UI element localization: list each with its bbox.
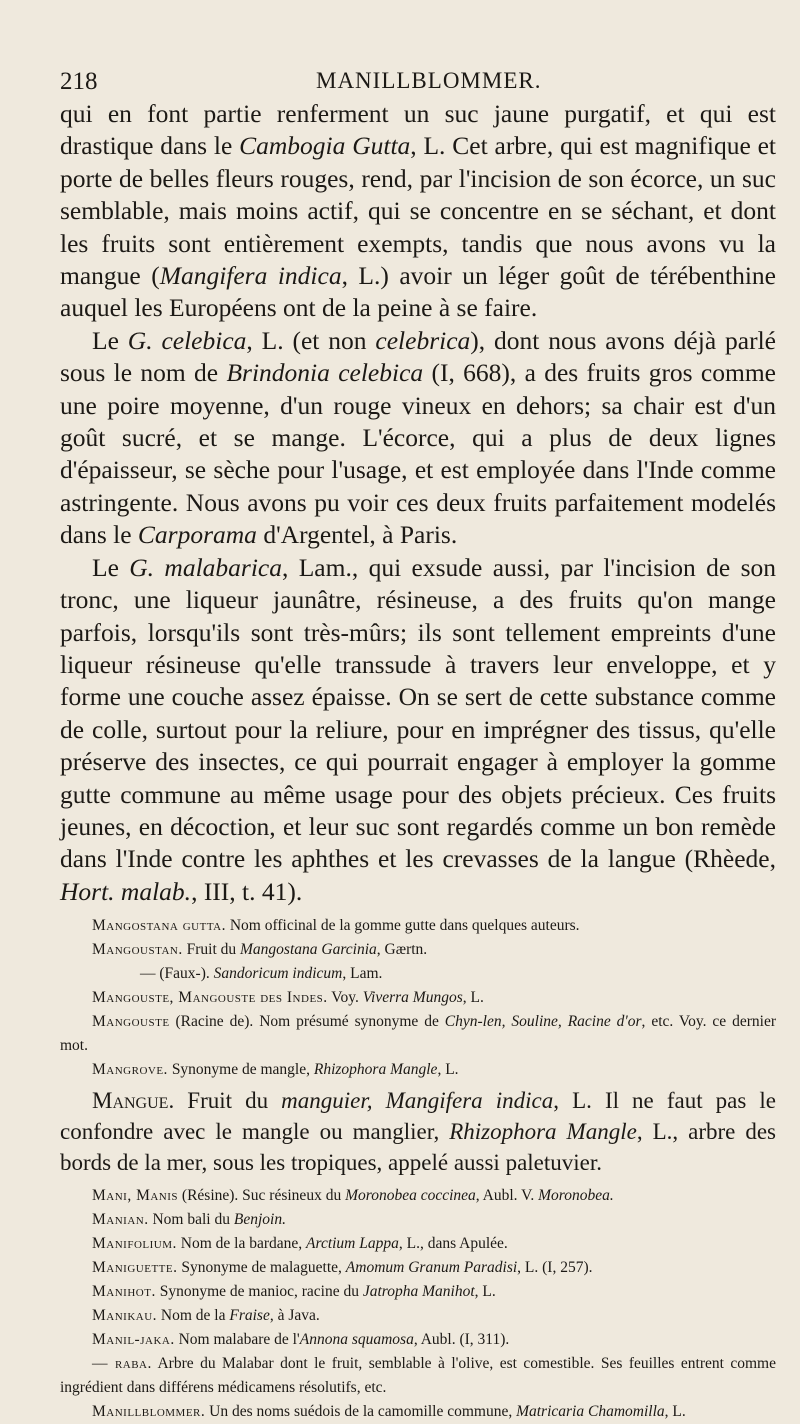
entry-mangue: Mangue. Fruit du manguier, Mangifera indica, L. Il ne faut pas le confondre avec le mangle ou manglier, Rhizophora Mangle, L., arbre des bords de la mer, sous les tropiques, appelé aussi paletuvier.: [60, 1088, 777, 1176]
running-head: MANILLBLOMMER.: [316, 68, 542, 93]
entry-manillblommer: Manillblommer. Un des noms suédois de la camomille commune, Matricaria Chamomilla, L.: [92, 1403, 686, 1421]
paragraph-malabarica: Le G. malabarica, Lam., qui exsude aussi, par l'incision de son tronc, une liqueur jaunâtre, résineuse, a des fruits qu'on mange parfois, lorsqu'ils sont très-mûrs; ils sont tellement empreints d'une liqueur résineuse qu'elle transsude à travers leur enveloppe, et y forme une couche assez épaisse. On se sert de cette substance comme de colle, surtout pour la reliure, pour en imprégner des tissus, qu'elle préserve des insectes, ce qui pourrait engager à employer la gomme gutte commune au même usage pour des objets précieux. Ces fruits jeunes, en décoction, et leur suc sont regardés comme un bon remède dans l'Inde contre les aphthes et les crevasses de la langue (Rhèede, Hort. malab., III, t. 41).: [60, 552, 776, 906]
entry-manil-jaka: Manil-jaka. Nom malabare de l'Annona squamosa, Aubl. (I, 311).: [92, 1331, 510, 1349]
entry-mangoustan-faux: — (Faux-). Sandoricum indicum, Lam.: [140, 965, 383, 983]
entry-manian: Manian. Nom bali du Benjoin.: [92, 1211, 286, 1229]
entry-maniguette: Maniguette. Synonyme de malaguette, Amomum Granum Paradisi, L. (I, 257).: [92, 1259, 593, 1277]
page-number: 218: [60, 68, 98, 95]
entry-mangouste: Mangouste, Mangouste des Indes. Voy. Viverra Mungos, L.: [92, 989, 484, 1007]
entry-manil-raba: — raba. Arbre du Malabar dont le fruit, semblable à l'olive, est comestible. Ses feuilles entrent comme ingrédient dans différens médicamens résolutifs, etc.: [60, 1355, 776, 1397]
page-header: [60, 62, 776, 98]
entry-manihot: Manihot. Synonyme de manioc, racine du Jatropha Manihot, L.: [92, 1283, 496, 1301]
entry-mangouste-racine: Mangouste (Racine de). Nom présumé synonyme de Chyn-len, Souline, Racine d'or, etc. Voy. ce dernier mot.: [60, 1013, 776, 1055]
entry-mani: Mani, Manis (Résine). Suc résineux du Moronobea coccinea, Aubl. V. Moronobea.: [92, 1187, 614, 1205]
dictionary-entries-b: [60, 1184, 776, 1424]
entry-manifolium: Manifolium. Nom de la bardane, Arctium Lappa, L., dans Apulée.: [92, 1235, 508, 1253]
paragraph-celebica: Le G. celebica, L. (et non celebrica), dont nous avons déjà parlé sous le nom de Brindonia celebica (I, 668), a des fruits gros comme une poire moyenne, d'un rouge vineux en dehors; sa chair est d'un goût sucré, et se mange. L'écorce, qui a plus de deux lignes d'épaisseur, se sèche pour l'usage, et est employée dans l'Inde comme astringente. Nous avons pu voir ces deux fruits parfaitement modelés dans le Carporama d'Argentel, à Paris.: [60, 325, 776, 550]
paragraph-cambogia: qui en font partie renferment un suc jaune purgatif, et qui est drastique dans le Cambogia Gutta, L. Cet arbre, qui est magnifique et porte de belles fleurs rouges, rend, par l'incision de son écorce, un suc semblable, mais moins actif, qui se concentre en se séchant, et dont les fruits sont entièrement exempts, tandis que nous avons vu la mangue (Mangifera indica, L.) avoir un léger goût de térébenthine auquel les Européens ont de la peine à se faire.: [60, 99, 777, 323]
entry-mangoustan: Mangoustan. Fruit du Mangostana Garcinia, Gærtn.: [92, 941, 428, 959]
entry-mangrove: Mangrove. Synonyme de mangle, Rhizophora Mangle, L.: [92, 1061, 459, 1079]
entry-mangostana-gutta: Mangostana gutta. Nom officinal de la gomme gutte dans quelques auteurs.: [92, 917, 580, 935]
dictionary-entries-a: [60, 914, 776, 1082]
entry-manikau: Manikau. Nom de la Fraise, à Java.: [92, 1307, 320, 1325]
